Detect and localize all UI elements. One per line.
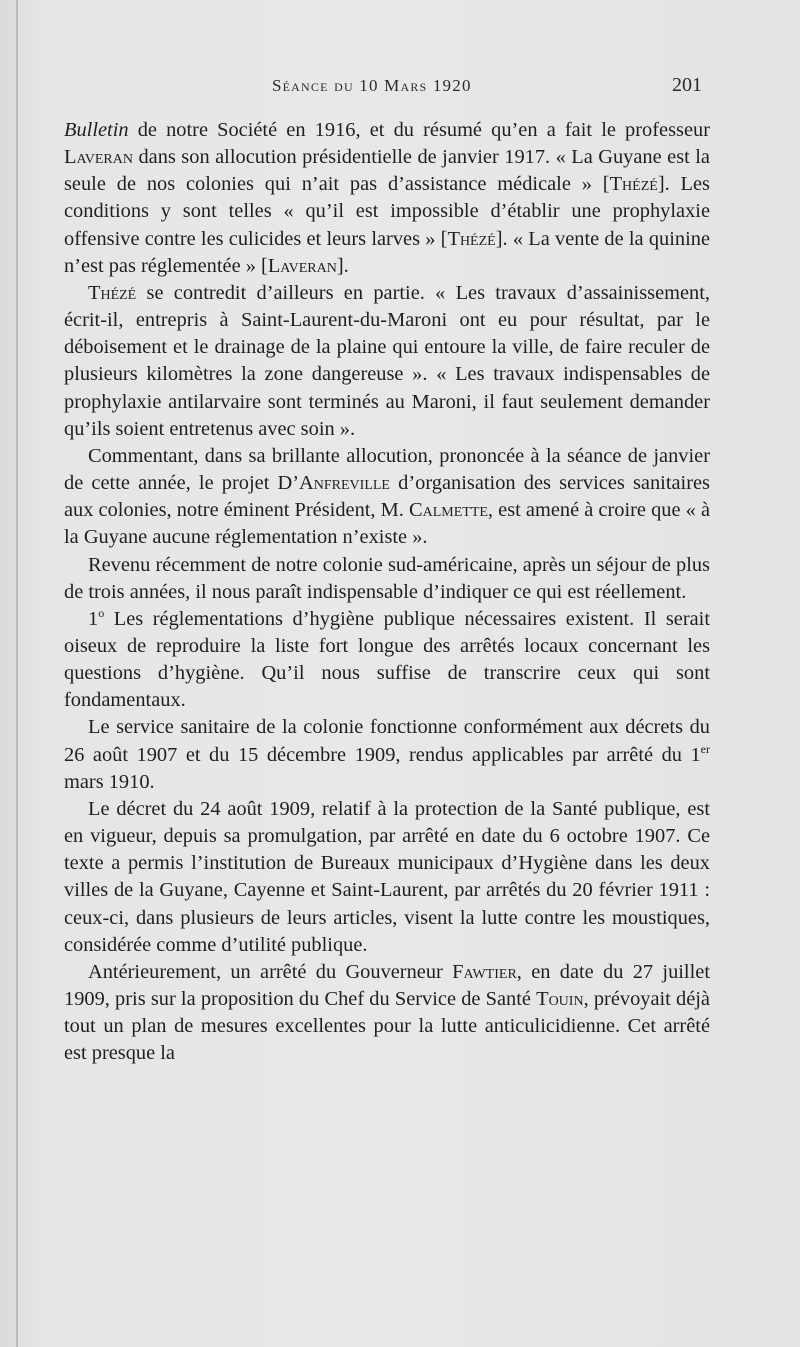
text-run: , en date du 27 juillet 1909, pris sur la proposition du Chef du Service de Santé xyxy=(64,960,710,1010)
text-run: Thézé xyxy=(88,281,137,304)
running-head: Séance du 10 Mars 1920 xyxy=(272,76,472,95)
text-run: , prévoyait déjà tout un plan de mesures excellentes pour la lutte anticulicidienne. Cet arrêté est presque la xyxy=(64,988,710,1065)
text-run: Revenu récemment de notre colonie sud-américaine, après un séjour de plus de trois années, il nous paraît indispensable d’indiquer ce qui est réellement. xyxy=(64,553,710,603)
text-run: ]. xyxy=(336,254,349,277)
text-run: ]. « La vente de la quinine n’est pas réglementée » [ xyxy=(64,227,710,277)
text-run: Anfreville xyxy=(299,472,390,495)
text-run: 1 xyxy=(88,607,99,630)
text-run: Thézé xyxy=(447,227,496,250)
text-run: ]. Les conditions y sont telles « qu’il est impossible d’établir une prophylaxie offensive contre les culicides et leurs larves » [ xyxy=(64,173,710,250)
text-run: Laveran xyxy=(267,254,337,277)
paragraph xyxy=(64,552,710,606)
text-run: Calmette xyxy=(409,499,488,522)
text-run: Bulletin xyxy=(64,119,129,141)
text-run: Touin xyxy=(536,988,584,1010)
body-text xyxy=(64,117,710,1067)
text-run: mars 1910. xyxy=(64,770,155,793)
text-run: Fawtier xyxy=(452,960,517,983)
text-run: er xyxy=(700,741,710,756)
text-run: Le décret du 24 août 1909, relatif à la protection de la Santé publique, est en vigueur, depuis sa promulgation, par arrêté en date du 6 octobre 1907. Ce texte a permis l’institution de Bureaux municipaux d’Hygiène dans les deux villes de la Guyane, Cayenne et Saint-Laurent, par arrêtés du 20 février 1911 : ceux-ci, dans plusieurs de leurs articles, visent la lutte contre les moustiques, considérée comme d’utilité publique. xyxy=(64,797,710,956)
page-edge-shadow xyxy=(16,0,18,1347)
text-run: Antérieurement, un arrêté du Gouverneur xyxy=(88,960,453,983)
paragraph xyxy=(64,443,710,552)
text-run: Les réglementations d’hygiène publique nécessaires existent. Il serait oiseux de reproduire la liste fort longue des arrêtés locaux concernant les questions d’hygiène. Qu’il nous suffise de transcrire ceux qui sont fondamentaux. xyxy=(64,607,710,712)
paragraph xyxy=(64,959,710,1068)
text-run: d’organisation des services sanitaires aux colonies, notre éminent Président, M. xyxy=(64,472,710,522)
text-run: se contredit d’ailleurs en partie. « Les travaux d’assainissement, écrit-il, entrepris à Saint-Laurent-du-Maroni ont eu pour résultat, par le déboisement et le drainage de la plaine qui entoure la ville, de faire reculer de plusieurs kilomètres la zone dangereuse ». « Les travaux indispensables de prophylaxie antilarvaire sont terminés au Maroni, il faut seulement demander qu’ils soient entretenus avec soin ». xyxy=(64,281,710,440)
text-run: de notre Société en 1916, et du résumé qu’en a fait le professeur xyxy=(128,119,710,141)
page-number: 201 xyxy=(672,74,702,96)
paragraph xyxy=(64,280,710,443)
page-header xyxy=(0,76,800,104)
text-run: Thézé xyxy=(609,173,658,196)
text-run: , est amené à croire que « à la Guyane aucune réglementation n’existe ». xyxy=(64,499,710,549)
text-run: o xyxy=(98,606,105,621)
text-run: dans son allocution présidentielle de janvier 1917. « La Guyane est la seule de nos colonies qui n’ait pas d’assistance médicale » [ xyxy=(64,146,710,196)
paragraph xyxy=(64,714,710,795)
text-run: Commentant, dans sa brillante allocution, prononcée à la séance de janvier de cette année, le projet D’ xyxy=(64,444,710,495)
text-run: Le service sanitaire de la colonie fonctionne conformément aux décrets du 26 août 1907 et du 15 décembre 1909, rendus applicables par arrêté du 1 xyxy=(64,716,710,766)
paragraph xyxy=(64,796,710,959)
paragraph xyxy=(64,606,710,715)
text-run: Laveran xyxy=(64,146,133,169)
paragraph xyxy=(64,117,710,280)
